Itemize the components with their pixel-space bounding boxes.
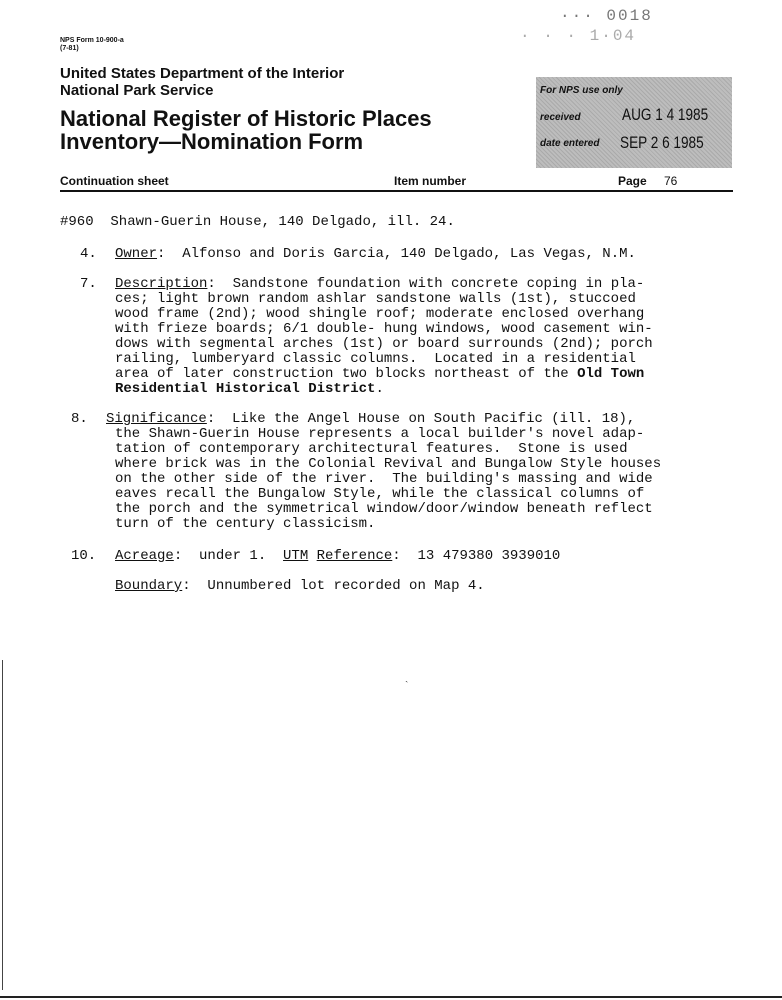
form-title-line1: National Register of Historic Places <box>60 106 432 131</box>
scan-left-edge <box>2 660 3 990</box>
boundary-text: : Unnumbered lot recorded on Map 4. <box>182 578 485 594</box>
continuation-header <box>60 174 732 190</box>
description-line6: railing, lumberyard classic columns. Located in a residential <box>115 351 636 367</box>
service-name: National Park Service <box>60 82 214 99</box>
form-date: (7-81) <box>60 45 79 52</box>
significance-line2: the Shawn-Guerin House represents a local builder's novel adap- <box>115 426 645 442</box>
date-entered-label: date entered <box>540 138 600 149</box>
nps-use-label: For NPS use only <box>540 85 623 96</box>
significance-label: Significance <box>106 411 207 427</box>
reference-label: Reference <box>316 548 393 564</box>
significance-line8: turn of the century classicism. <box>115 516 376 532</box>
scan-speck: ˏ <box>405 672 409 683</box>
boundary-line <box>115 579 485 594</box>
significance-line7: the porch and the symmetrical window/door/window beneath reflect <box>115 501 653 517</box>
form-title-line2: Inventory—Nomination Form <box>60 129 364 154</box>
scan-bottom-edge <box>0 996 782 998</box>
description-line4: with frieze boards; 6/1 double- hung windows, wood casement win- <box>115 321 653 337</box>
owner-line <box>115 247 636 262</box>
description-line2: ces; light brown random ashlar sandstone walls (1st), stuccoed <box>115 291 636 307</box>
description-line3: wood frame (2nd); wood shingle roof; moderate enclosed overhang <box>115 306 645 322</box>
district-name-part2: Residential Historical District <box>115 381 376 397</box>
owner-item-number: 4. <box>80 246 97 262</box>
description-line7: area of later construction two blocks northeast of the Old Town <box>115 366 645 382</box>
utm-value: : 13 479380 3939010 <box>392 548 561 564</box>
entered-date-stamp: SEP 2 6 1985 <box>620 133 704 152</box>
owner-label: Owner <box>115 246 158 262</box>
received-label: received <box>540 112 581 123</box>
significance-line1: Significance: Like the Angel House on South Pacific (ill. 18), <box>106 411 636 427</box>
page-label: Page <box>618 174 647 188</box>
continuation-sheet-label: Continuation sheet <box>60 174 169 188</box>
description-item-number: 7. <box>80 276 97 292</box>
form-title <box>60 107 432 153</box>
corner-stamp-line2: · · · 1·04 <box>520 27 637 45</box>
form-number: NPS Form 10-900-a <box>60 37 124 44</box>
item-number-label: Item number <box>394 174 467 188</box>
nps-use-only-box <box>536 77 732 168</box>
received-date-stamp: AUG 1 4 1985 <box>622 105 709 124</box>
acreage-line: Acreage: under 1. UTM Reference: 13 479380 3939010 <box>115 548 561 564</box>
entry-heading: #960 Shawn-Guerin House, 140 Delgado, ill. 24. <box>60 214 455 230</box>
significance-line3: tation of contemporary architectural features. Stone is used <box>115 441 628 457</box>
description-line1: Description: Sandstone foundation with concrete coping in pla- <box>115 276 645 292</box>
description-label: Description <box>115 276 208 292</box>
significance-line4: where brick was in the Colonial Revival and Bungalow Style houses <box>115 456 662 472</box>
description-line5: dows with segmental arches (1st) or board surrounds (2nd); porch <box>115 336 653 352</box>
owner-text: : Alfonso and Doris Garcia, 140 Delgado, Las Vegas, N.M. <box>157 246 636 262</box>
header-rule <box>60 190 733 192</box>
corner-stamp-line1: ··· 0018 <box>560 7 653 25</box>
department-heading <box>60 65 344 99</box>
significance-line5: on the other side of the river. The building's massing and wide <box>115 471 653 487</box>
description-line8: Residential Historical District. <box>115 381 384 397</box>
corner-stamp <box>520 6 653 46</box>
acreage-item-number: 10. <box>71 548 97 564</box>
significance-item-number: 8. <box>71 411 88 427</box>
page-number: 76 <box>664 174 678 188</box>
form-identifier <box>60 37 124 53</box>
department-name: United States Department of the Interior <box>60 65 345 82</box>
utm-label: UTM <box>283 548 309 564</box>
acreage-label: Acreage <box>115 548 174 564</box>
significance-line6: eaves recall the Bungalow Style, while the classical columns of <box>115 486 645 502</box>
district-name-part1: Old Town <box>577 366 645 382</box>
boundary-label: Boundary <box>115 578 183 594</box>
